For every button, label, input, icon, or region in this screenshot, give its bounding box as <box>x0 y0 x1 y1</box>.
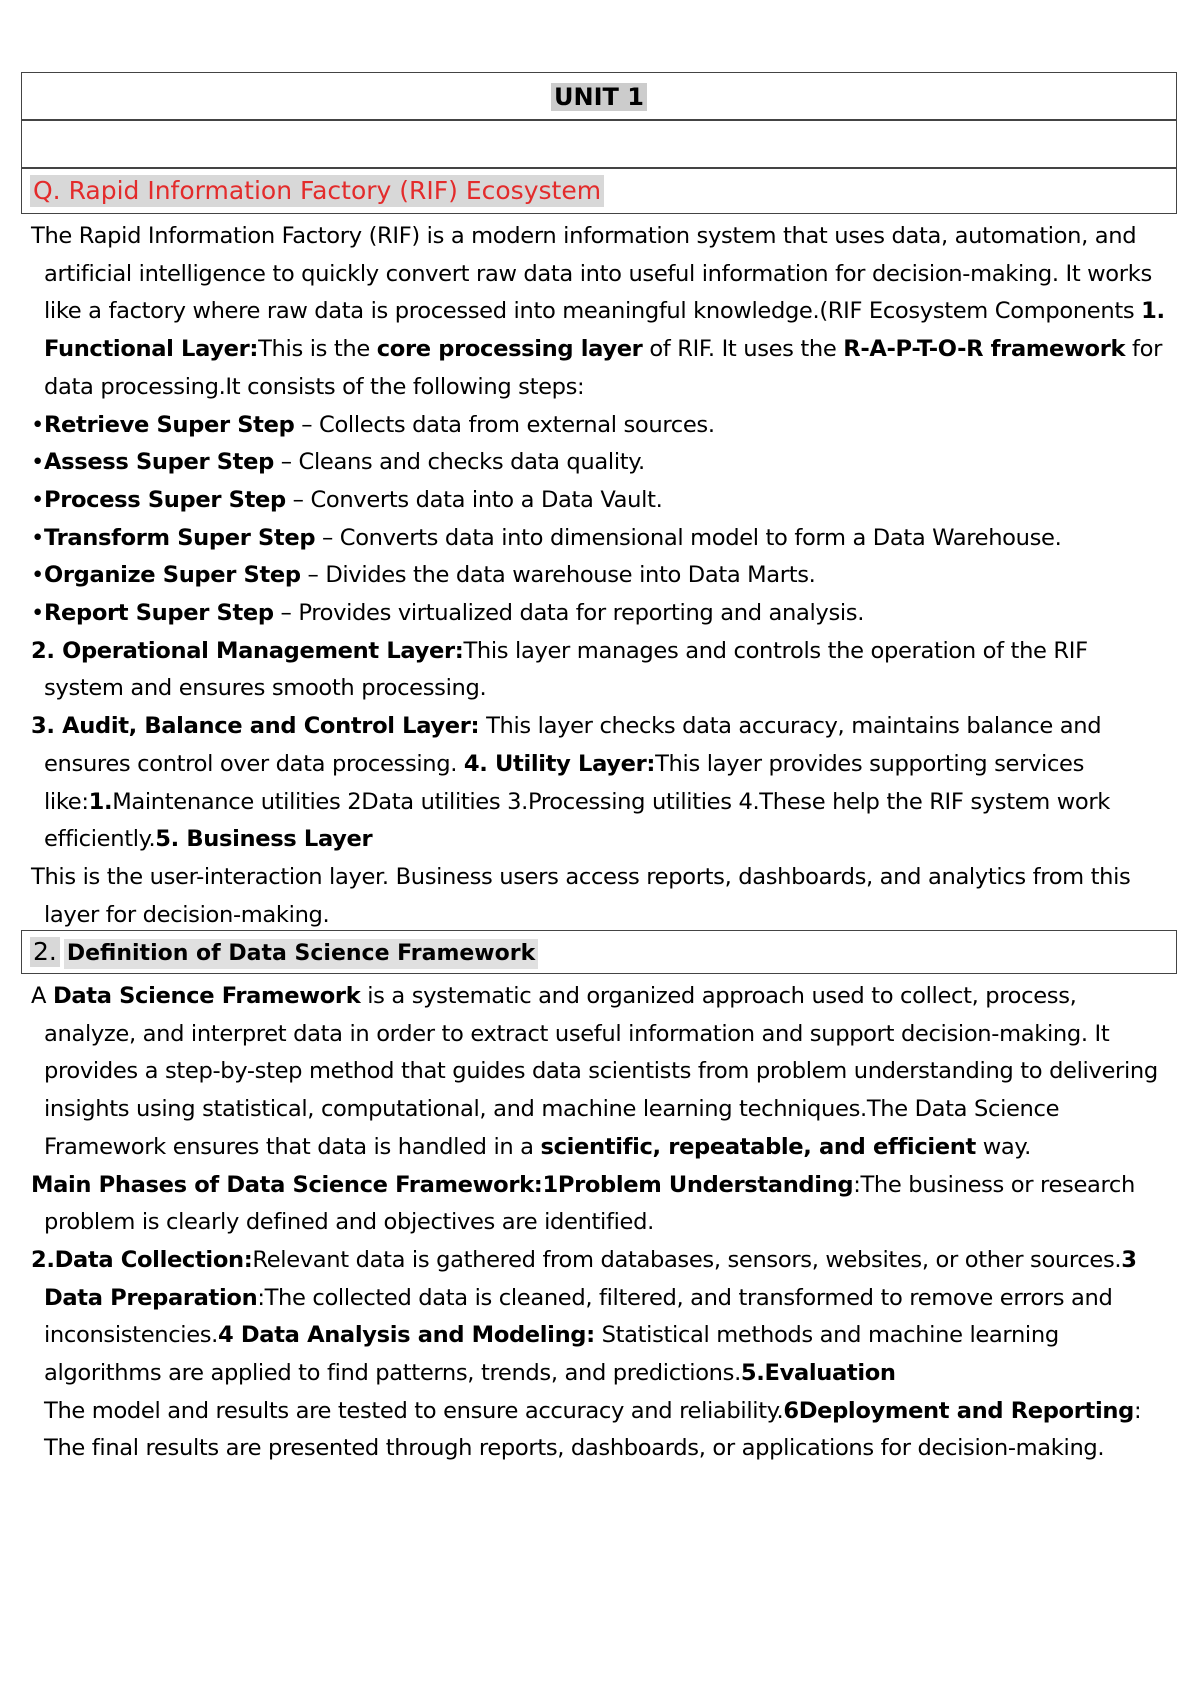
definition-paragraph: A Data Science Framework is a systematic and organized approach used to collect, process, analyze, and interpret data in order to extract useful information and support decision-making. It provides a step-by-step method that guides data scientists from problem understanding to delivering insights using statistical, computational, and machine learning techniques.The Data Science Framework ensures that data is handled in a scientific, repeatable, and efficient way. <box>31 983 1158 1160</box>
empty-cell <box>21 120 1177 168</box>
section-2-body <box>31 978 1173 1468</box>
section-2-heading: Definition of Data Science Framework <box>64 939 538 969</box>
list-item: •Process Super Step – Converts data into a Data Vault. <box>31 486 663 513</box>
list-item: •Transform Super Step – Converts data into dimensional model to form a Data Warehouse. <box>31 524 1062 551</box>
phases-detail-paragraph: 2.Data Collection:Relevant data is gathered from databases, sensors, websites, or other sources.3 Data Preparation:The collected data is cleaned, filtered, and transformed to remove errors and inconsistencies.4 Data Analysis and Modeling: Statistical methods and machine learning algorithms are applied to find patterns, trends, and predictions.5.Evaluation The model and results are tested to ensure accuracy and reliability.6Deployment and Reporting: The final results are presented through reports, dashboards, or applications for decision-making. <box>31 1246 1142 1462</box>
rif-intro-paragraph: The Rapid Information Factory (RIF) is a modern information system that uses data, automation, and artificial intelligence to quickly convert raw data into useful information for decision-making. It works like a factory where raw data is processed into meaningful knowledge.(RIF Ecosystem Components 1. Functional Layer:This is the core processing layer of RIF. It uses the R-A-P-T-O-R framework for data processing.It consists of the following steps: <box>31 223 1165 400</box>
list-item: •Organize Super Step – Divides the data warehouse into Data Marts. <box>31 562 816 589</box>
section-2-heading-cell <box>21 930 1177 974</box>
unit-title-cell <box>21 72 1177 120</box>
unit-title: UNIT 1 <box>551 83 647 111</box>
section-1-heading: Q. Rapid Information Factory (RIF) Ecosystem <box>30 175 604 207</box>
section-2-number: 2. <box>30 937 60 967</box>
phases-paragraph: Main Phases of Data Science Framework:1Problem Understanding:The business or research problem is clearly defined and objectives are identified. <box>31 1171 1135 1236</box>
list-item: •Report Super Step – Provides virtualized data for reporting and analysis. <box>31 600 865 627</box>
section-1-heading-cell <box>21 168 1177 214</box>
business-layer-paragraph: This is the user-interaction layer. Business users access reports, dashboards, and analytics from this layer for decision-making. <box>31 863 1131 928</box>
list-item: •Retrieve Super Step – Collects data from external sources. <box>31 411 715 438</box>
list-item: •Assess Super Step – Cleans and checks data quality. <box>31 449 645 476</box>
section-1-body <box>31 218 1173 934</box>
operational-layer-paragraph: 2. Operational Management Layer:This layer manages and controls the operation of the RIF system and ensures smooth processing. <box>31 637 1088 702</box>
audit-layer-paragraph: 3. Audit, Balance and Control Layer: This layer checks data accuracy, maintains balance and ensures control over data processing. 4. Utility Layer:This layer provides supporting services like:1.Maintenance utilities 2Data utilities 3.Processing utilities 4.These help the RIF system work efficiently.5. Business Layer <box>31 713 1111 853</box>
